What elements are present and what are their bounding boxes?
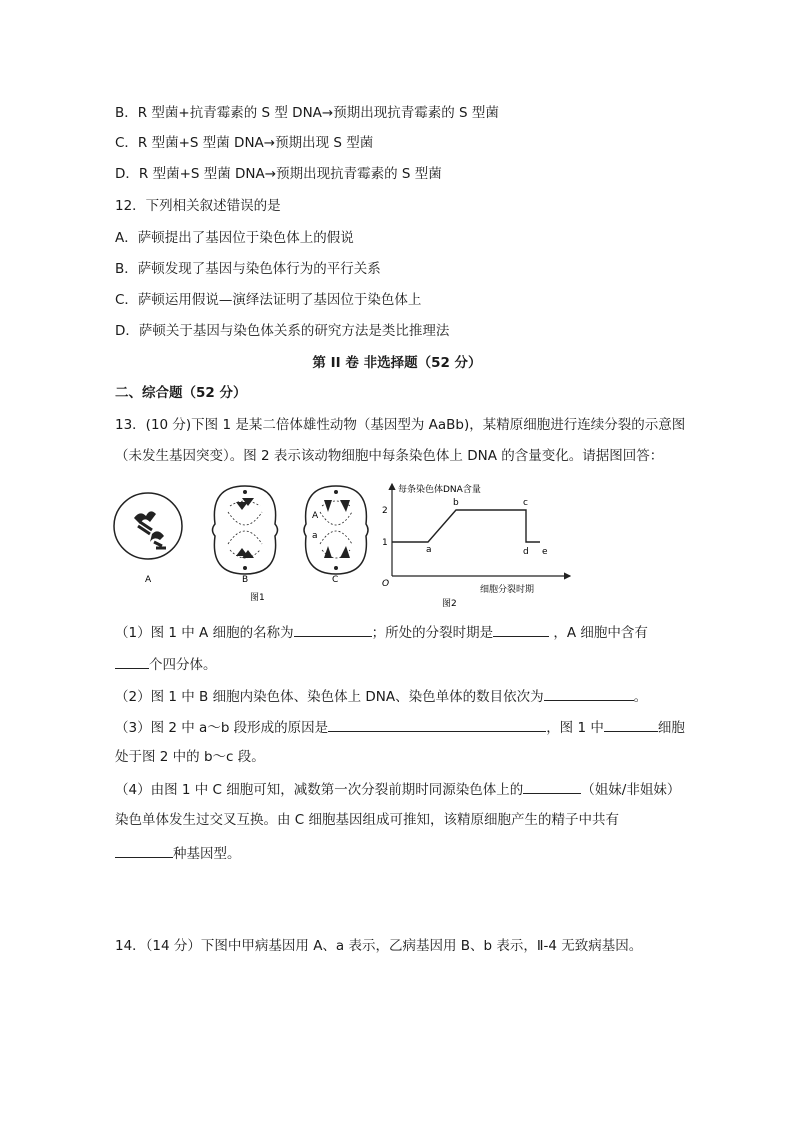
answer-blank-genotypes[interactable] <box>115 843 173 858</box>
answer-blank-phase[interactable] <box>493 622 549 637</box>
q11-option-b: B．R 型菌+抗青霉素的 S 型 DNA→预期出现抗青霉素的 S 型菌 <box>115 105 499 121</box>
point-d: d <box>523 547 529 557</box>
point-a: a <box>426 545 432 555</box>
q12-option-b: B．萨顿发现了基因与染色体行为的平行关系 <box>115 261 381 277</box>
q14-stem: 14．（14 分）下图中甲病基因用 A、a 表示，乙病基因用 B、b 表示，Ⅱ-4 无致病基因。 <box>115 938 643 954</box>
section-title: 第 II 卷 非选择题（52 分） <box>312 355 482 371</box>
cell-b-diagram <box>213 486 278 574</box>
q13-stem-line1: 13．(10 分)下图 1 是某二倍体雄性动物（基因型为 AaBb)，某精原细胞进行连续分裂的示意图 <box>115 417 686 433</box>
q11-option-d: D．R 型菌+S 型菌 DNA→预期出现抗青霉素的 S 型菌 <box>115 166 442 182</box>
point-c: c <box>523 498 528 508</box>
tick-2: 2 <box>382 506 388 516</box>
answer-blank-cell[interactable] <box>604 717 658 732</box>
tick-1: 1 <box>382 538 388 548</box>
q11-option-c: C．R 型菌+S 型菌 DNA→预期出现 S 型菌 <box>115 135 374 151</box>
gene-label-A: A <box>312 511 319 521</box>
figure-1-caption: 图1 <box>250 593 265 603</box>
q12-option-a: A．萨顿提出了基因位于染色体上的假说 <box>115 230 354 246</box>
answer-blank-cell-name[interactable] <box>294 622 372 637</box>
q13-part3-line2: 处于图 2 中的 b～c 段。 <box>115 749 265 765</box>
q13-part4-line2: 染色单体发生过交叉互换。由 C 细胞基因组成可推知，该精原细胞产生的精子中共有 <box>115 812 620 828</box>
x-axis-label: 细胞分裂时期 <box>480 585 535 595</box>
q13-part1-line1: （1）图 1 中 A 细胞的名称为 ；所处的分裂时期是 ，A 细胞中含有 <box>115 622 648 643</box>
figure-2-caption: 图2 <box>442 599 457 609</box>
cell-c-diagram <box>304 486 368 574</box>
point-e: e <box>542 547 548 557</box>
dna-content-line <box>392 510 540 542</box>
figure-2 <box>380 478 580 613</box>
answer-blank-counts[interactable] <box>544 686 634 701</box>
y-axis-label: 每条染色体DNA含量 <box>398 485 481 495</box>
origin-label: O <box>382 579 390 589</box>
cell-a-diagram <box>114 493 182 559</box>
gene-label-a: a <box>312 531 318 541</box>
q12-option-c: C．萨顿运用假说—演绎法证明了基因位于染色体上 <box>115 292 422 308</box>
q13-part4-line3: 种基因型。 <box>115 843 241 864</box>
q12-stem: 12．下列相关叙述错误的是 <box>115 198 281 214</box>
q12-option-d: D．萨顿关于基因与染色体关系的研究方法是类比推理法 <box>115 323 450 339</box>
cell-a-label: A <box>145 575 152 585</box>
answer-blank-reason[interactable] <box>328 717 546 732</box>
point-b: b <box>453 498 459 508</box>
q13-part1-line2: 个四分体。 <box>115 654 217 675</box>
figure-1 <box>110 478 380 608</box>
q13-stem-line2: （未发生基因突变）。图 2 表示该动物细胞中每条染色体上 DNA 的含量变化。请据图回答： <box>115 448 664 464</box>
cell-b-label: B <box>242 575 249 585</box>
section-heading: 二、综合题（52 分） <box>115 385 247 401</box>
q13-part2: （2）图 1 中 B 细胞内染色体、染色体上 DNA、染色单体的数目依次为 。 <box>115 686 647 707</box>
q13-part4-line1: （4）由图 1 中 C 细胞可知，减数第一次分裂前期时同源染色体上的 （姐妹/非姐妹） <box>115 779 680 800</box>
answer-blank-tetrads[interactable] <box>115 654 149 669</box>
answer-blank-sister[interactable] <box>523 779 581 794</box>
q13-part3-line1: （3）图 2 中 a～b 段形成的原因是 ，图 1 中 细胞 <box>115 717 685 738</box>
cell-c-label: C <box>332 575 339 585</box>
